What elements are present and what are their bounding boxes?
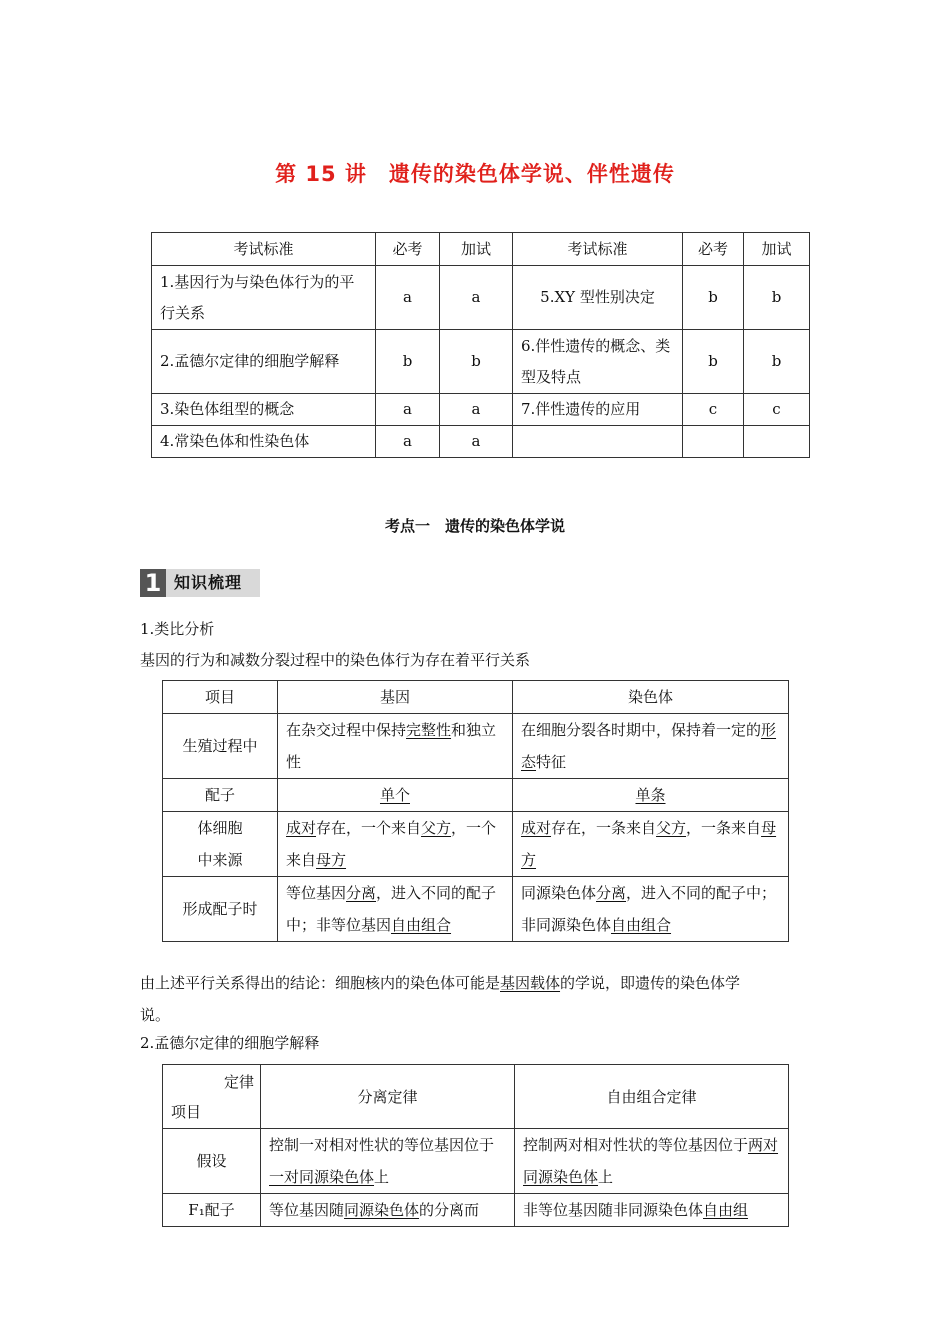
answer-text: 自由组合 — [391, 916, 452, 934]
answer-text: 一对同源染色体 — [269, 1168, 375, 1186]
segregation-cell — [261, 1194, 515, 1227]
cell-text: ，进入不同的配子中；非同源染色体 — [521, 884, 777, 934]
required-cell — [683, 426, 744, 458]
header-cell: 分离定律 — [261, 1065, 515, 1129]
row-label: 配子 — [163, 779, 278, 812]
table-header-row — [163, 681, 789, 714]
subheading: 2.孟德尔定律的细胞学解释 — [140, 1034, 320, 1052]
required-cell: b — [683, 330, 744, 394]
independent-assortment-cell — [515, 1129, 789, 1194]
diagonal-header-cell — [163, 1065, 261, 1129]
required-cell: b — [683, 266, 744, 330]
answer-text: 两对同源染色体 — [523, 1136, 779, 1186]
segregation-cell — [261, 1129, 515, 1194]
table-row — [163, 812, 789, 877]
required-cell: a — [376, 266, 440, 330]
chromosome-cell — [513, 812, 789, 877]
badge-label: 知识梳理 — [174, 573, 243, 592]
gene-cell — [278, 812, 513, 877]
answer-text: 基因载体 — [500, 974, 561, 992]
cell-text: 的分离而 — [419, 1201, 480, 1219]
cell-text: ，进入不同的配子中；非等位基因 — [286, 884, 497, 934]
extra-cell: a — [440, 266, 513, 330]
answer-text: 母方 — [521, 819, 777, 869]
answer-text: 单个 — [379, 786, 410, 804]
answer-text: 完整性 — [406, 721, 452, 739]
extra-cell: c — [744, 394, 810, 426]
cell-text: ，一条来自 — [686, 819, 762, 837]
standard-cell: 6.伴性遗传的概念、类型及特点 — [513, 330, 683, 394]
table-row — [152, 330, 810, 394]
cell-text: 控制两对相对性状的等位基因位于 — [523, 1136, 749, 1154]
cell-text: ，一个来自 — [286, 819, 497, 869]
subheading: 1.类比分析 — [140, 620, 215, 638]
answer-text: 单条 — [635, 786, 666, 804]
cell-text: 等位基因随 — [269, 1201, 345, 1219]
header-cell: 必考 — [683, 233, 744, 266]
answer-text: 分离 — [596, 884, 627, 902]
table-header-row — [152, 233, 810, 266]
cell-text: 存在，一个来自 — [316, 819, 422, 837]
row-label: 生殖过程中 — [163, 714, 278, 779]
header-cell: 基因 — [278, 681, 513, 714]
standard-cell: 3.染色体组型的概念 — [152, 394, 376, 426]
header-bottom: 项目 — [171, 1102, 202, 1121]
paragraph-text: 说。 — [140, 1006, 171, 1024]
table-row — [163, 714, 789, 779]
cell-text: 上 — [374, 1168, 390, 1186]
header-cell: 必考 — [376, 233, 440, 266]
cell-text: 特征 — [536, 753, 567, 771]
label-line: 中来源 — [197, 851, 243, 869]
answer-text: 成对 — [286, 819, 317, 837]
answer-text: 自由组 — [703, 1201, 749, 1219]
table-row — [152, 426, 810, 458]
gene-cell — [278, 779, 513, 812]
required-cell: a — [376, 394, 440, 426]
answer-text: 分离 — [346, 884, 377, 902]
extra-cell: b — [440, 330, 513, 394]
header-cell: 加试 — [440, 233, 513, 266]
table-row — [152, 394, 810, 426]
cell-text: 在细胞分裂各时期中，保持着一定的 — [521, 721, 762, 739]
required-cell: a — [376, 426, 440, 458]
answer-text: 自由组合 — [611, 916, 672, 934]
cell-text: 同源染色体 — [521, 884, 597, 902]
label-line: 体细胞 — [197, 819, 243, 837]
header-cell: 考试标准 — [513, 233, 683, 266]
standard-cell: 1.基因行为与染色体行为的平行关系 — [152, 266, 376, 330]
row-label — [163, 812, 278, 877]
answer-text: 父方 — [421, 819, 452, 837]
paragraph-text: 由上述平行关系得出的结论：细胞核内的染色体可能是 — [140, 974, 501, 992]
chromosome-cell — [513, 877, 789, 942]
header-top: 定律 — [223, 1072, 254, 1091]
row-label: 假设 — [163, 1129, 261, 1194]
gene-cell — [278, 877, 513, 942]
required-cell: b — [376, 330, 440, 394]
cell-text: 和独立性 — [286, 721, 497, 771]
answer-text: 形态 — [521, 721, 777, 771]
header-cell: 项目 — [163, 681, 278, 714]
cell-text: 上 — [598, 1168, 614, 1186]
header-cell: 染色体 — [513, 681, 789, 714]
header-cell: 考试标准 — [152, 233, 376, 266]
cell-text: 等位基因 — [286, 884, 347, 902]
knowledge-badge — [140, 569, 260, 597]
answer-text: 同源染色体 — [344, 1201, 420, 1219]
row-label: F₁配子 — [163, 1194, 261, 1227]
answer-text: 成对 — [521, 819, 552, 837]
answer-text: 母方 — [316, 851, 347, 869]
standard-cell: 7.伴性遗传的应用 — [513, 394, 683, 426]
badge-number: 1 — [140, 569, 166, 597]
header-cell: 自由组合定律 — [515, 1065, 789, 1129]
table-row — [163, 779, 789, 812]
extra-cell: a — [440, 426, 513, 458]
section-title: 考点一 遗传的染色体学说 — [384, 517, 565, 535]
table-row — [163, 1129, 789, 1194]
analogy-table — [162, 680, 789, 942]
standard-cell: 5.XY 型性别决定 — [513, 266, 683, 330]
table-header-row — [163, 1065, 789, 1129]
extra-cell — [744, 426, 810, 458]
extra-cell: b — [744, 266, 810, 330]
cell-text: 非等位基因随非同源染色体 — [523, 1201, 704, 1219]
paragraph: 基因的行为和减数分裂过程中的染色体行为存在着平行关系 — [140, 651, 531, 669]
answer-text: 父方 — [656, 819, 687, 837]
gene-cell — [278, 714, 513, 779]
required-cell: c — [683, 394, 744, 426]
extra-cell: a — [440, 394, 513, 426]
cell-text: 控制一对相对性状的等位基因位于 — [269, 1136, 495, 1154]
cell-text: 在杂交过程中保持 — [286, 721, 407, 739]
table-row — [152, 266, 810, 330]
mendel-explanation-table — [162, 1064, 789, 1227]
exam-standards-table — [151, 232, 810, 458]
paragraph-text: 的学说，即遗传的染色体学 — [560, 974, 741, 992]
standard-cell: 4.常染色体和性染色体 — [152, 426, 376, 458]
table-row — [163, 1194, 789, 1227]
chromosome-cell — [513, 779, 789, 812]
extra-cell: b — [744, 330, 810, 394]
chromosome-cell — [513, 714, 789, 779]
conclusion-paragraph — [140, 967, 820, 1031]
table-row — [163, 877, 789, 942]
row-label: 形成配子时 — [163, 877, 278, 942]
independent-assortment-cell — [515, 1194, 789, 1227]
cell-text: 存在，一条来自 — [551, 819, 657, 837]
header-cell: 加试 — [744, 233, 810, 266]
page-title: 第 15 讲 遗传的染色体学说、伴性遗传 — [275, 162, 675, 186]
standard-cell — [513, 426, 683, 458]
standard-cell: 2.孟德尔定律的细胞学解释 — [152, 330, 376, 394]
